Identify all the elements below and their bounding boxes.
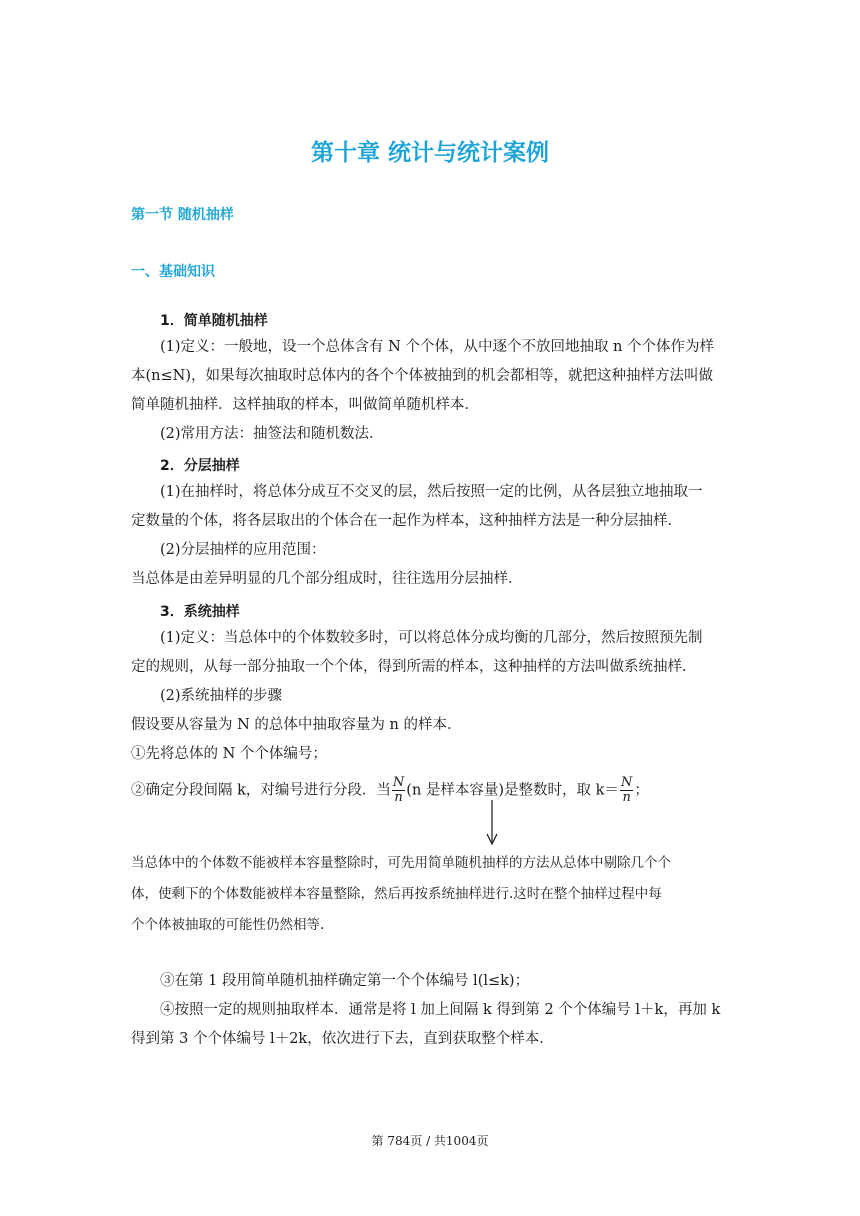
- fraction-n-over-n: [392, 776, 405, 805]
- fraction-denominator: n: [394, 790, 403, 805]
- item2-line1: (1)在抽样时，将总体分成互不交叉的层，然后按照一定的比例，从各层独立地抽取一: [160, 484, 703, 500]
- item3-line2: 定的规则，从每一部分抽取一个个体，得到所需的样本，这种抽样的方法叫做系统抽样．: [131, 659, 697, 675]
- item2-line2: 定数量的个体，将各层取出的个体合在一起作为样本，这种抽样方法是一种分层抽样．: [131, 513, 682, 529]
- item3-heading: 3．系统抽样: [160, 604, 240, 620]
- item3-step4-line2: 得到第 3 个个体编号 l＋2k，依次进行下去，直到获取整个样本．: [131, 1031, 554, 1047]
- fraction-numerator: N: [620, 775, 633, 790]
- item1-heading: 1．简单随机抽样: [160, 313, 268, 329]
- item3-step2: [131, 776, 649, 805]
- annotation-arrow-down-icon: [484, 800, 500, 846]
- note-line1: 当总体中的个体数不能被样本容量整除时，可先用简单随机抽样的方法从总体中剔除几个个: [131, 855, 671, 871]
- step2-text-a: ②确定分段间隔 k，对编号进行分段．当: [131, 782, 391, 799]
- note-line2: 体，使剩下的个体数能被样本容量整除，然后再按系统抽样进行.这时在整个抽样过程中每: [131, 886, 662, 902]
- item1-methods: (2)常用方法：抽签法和随机数法．: [160, 426, 384, 442]
- item1-def-line3: 简单随机抽样．这样抽取的样本，叫做简单随机样本．: [131, 397, 479, 413]
- item3-steps: (2)系统抽样的步骤: [160, 688, 283, 704]
- chapter-title: 第十章 统计与统计案例: [310, 140, 549, 166]
- step2-text-b: (n 是样本容量)是整数时，取 k＝: [406, 782, 619, 799]
- fraction-numerator: N: [392, 775, 405, 790]
- section-title: 第一节 随机抽样: [131, 207, 234, 223]
- item1-def-line1: (1)定义：一般地，设一个总体含有 N 个个体，从中逐个不放回地抽取 n 个个体作为样: [160, 339, 714, 355]
- item3-step4-line1: ④按照一定的规则抽取样本．通常是将 l 加上间隔 k 得到第 2 个个体编号 l＋k，再加 k: [160, 1002, 721, 1018]
- item3-assume: 假设要从容量为 N 的总体中抽取容量为 n 的样本．: [131, 717, 462, 733]
- part-title: 一、基础知识: [131, 264, 215, 280]
- item3-step1: ①先将总体的 N 个个体编号；: [131, 746, 327, 762]
- page-footer: 第 784页 / 共1004页: [371, 1134, 489, 1148]
- item2-scope-text: 当总体是由差异明显的几个部分组成时，往往选用分层抽样．: [131, 571, 523, 587]
- fraction-k-value: [620, 776, 633, 805]
- item1-def-line2: 本(n≤N)，如果每次抽取时总体内的各个个体被抽到的机会都相等，就把这种抽样方法叫做: [131, 368, 713, 384]
- item2-heading: 2．分层抽样: [160, 458, 240, 474]
- item2-scope: (2)分层抽样的应用范围：: [160, 542, 326, 558]
- item3-line1: (1)定义：当总体中的个体数较多时，可以将总体分成均衡的几部分，然后按照预先制: [160, 630, 703, 646]
- fraction-denominator: n: [622, 790, 631, 805]
- item3-step3: ③在第 1 段用简单随机抽样确定第一个个体编号 l(l≤k)；: [160, 973, 530, 989]
- step2-text-c: ；: [634, 782, 649, 799]
- note-line3: 个个体被抽取的可能性仍然相等.: [131, 917, 325, 933]
